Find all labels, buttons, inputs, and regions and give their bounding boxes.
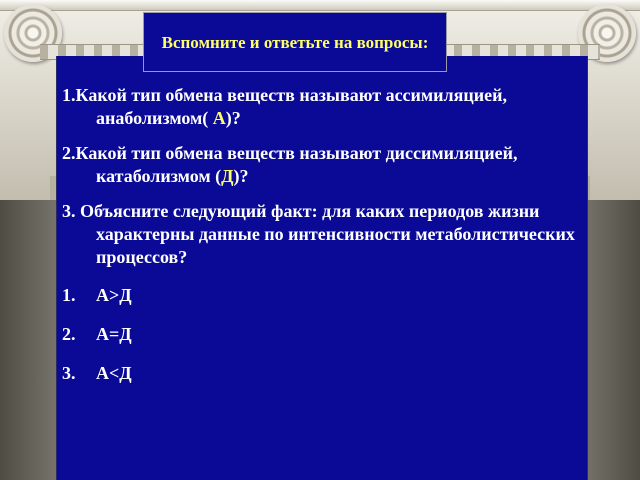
question-1-end: )?: [225, 108, 241, 128]
question-2-text: 2.Какой тип обмена веществ называют диссимиляцией, катаболизмом (: [62, 143, 518, 186]
question-3: [62, 200, 622, 269]
option-text: А>Д: [96, 284, 132, 305]
question-1-text: 1.Какой тип обмена веществ называют ассимиляцией, анаболизмом(: [62, 85, 507, 128]
slide-title-box: [143, 12, 447, 72]
question-2: [62, 142, 622, 188]
option-item: [62, 322, 622, 346]
option-number: 1.: [62, 284, 76, 305]
capital-top-band: [0, 0, 640, 11]
slide-title: Вспомните и ответьте на вопросы:: [161, 32, 429, 52]
option-text: А=Д: [96, 323, 132, 344]
questions-block: [62, 84, 622, 400]
question-2-answer: Д: [221, 166, 234, 186]
question-1: [62, 84, 622, 130]
option-text: А<Д: [96, 362, 132, 383]
option-item: [62, 361, 622, 385]
answer-options: [62, 283, 622, 385]
option-item: [62, 283, 622, 307]
question-2-end: )?: [233, 166, 249, 186]
question-1-answer: А: [212, 108, 226, 128]
question-3-text: 3. Объясните следующий факт: для каких периодов жизни характерны данные по интенсивности метаболистических процессов?: [62, 201, 575, 267]
left-column-shadow: [0, 200, 56, 480]
option-number: 2.: [62, 323, 76, 344]
option-number: 3.: [62, 362, 76, 383]
